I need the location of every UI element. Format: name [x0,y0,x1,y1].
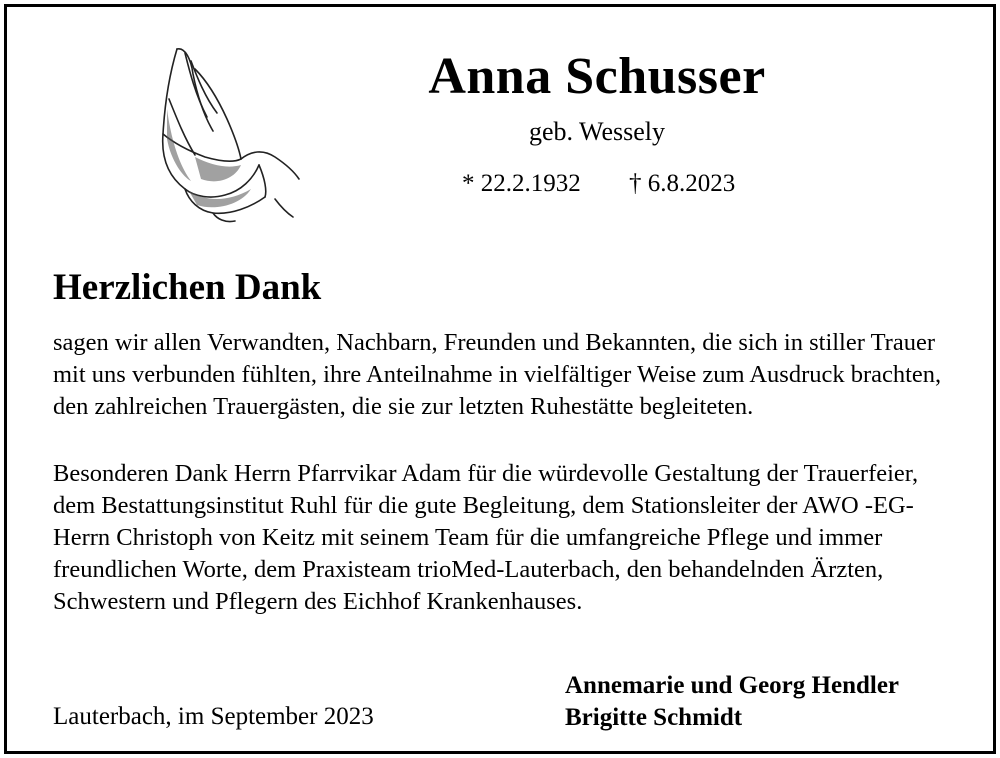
signer-2: Brigitte Schmidt [565,704,743,731]
deceased-name: Anna Schusser [428,48,766,105]
maiden-name: geb. Wessely [528,117,666,146]
obituary-frame [4,4,996,754]
birth-date: * 22.2.1932 [462,170,581,197]
signers [565,670,899,734]
signer-1: Annemarie und Georg Hendler [565,672,900,699]
death-date: † 6.8.2023 [629,170,736,197]
thanks-heading: Herzlichen Dank [53,267,322,308]
praying-hands-icon [155,39,305,229]
thanks-paragraph-1: sagen wir allen Verwandten, Nachbarn, Freunden und Bekannten, die sich in stiller Trauer mit uns verbunden fühlten, ihre Anteilnahme in vielfältiger Weise zum Ausdruck brachten, den zahlreichen Trauergästen, die sie zur letzten Ruhestätte begleiteten. [53,329,942,420]
place-date: Lauterbach, im September 2023 [53,703,374,730]
thanks-paragraph-2: Besonderen Dank Herrn Pfarrvikar Adam für die würdevolle Gestaltung der Trauerfeier, dem Bestattungsinstitut Ruhl für die gute Begleitung, dem Stationsleiter der AWO -EG- Herrn Christoph von Keitz mit seinem Team für die umfangreiche Pflege und immer freundlichen Worte, dem Praxisteam trioMed-Lauterbach, den behandelnden Ärzten, Schwestern und Pflegern des Eichhof Krankenhauses. [53,460,919,615]
